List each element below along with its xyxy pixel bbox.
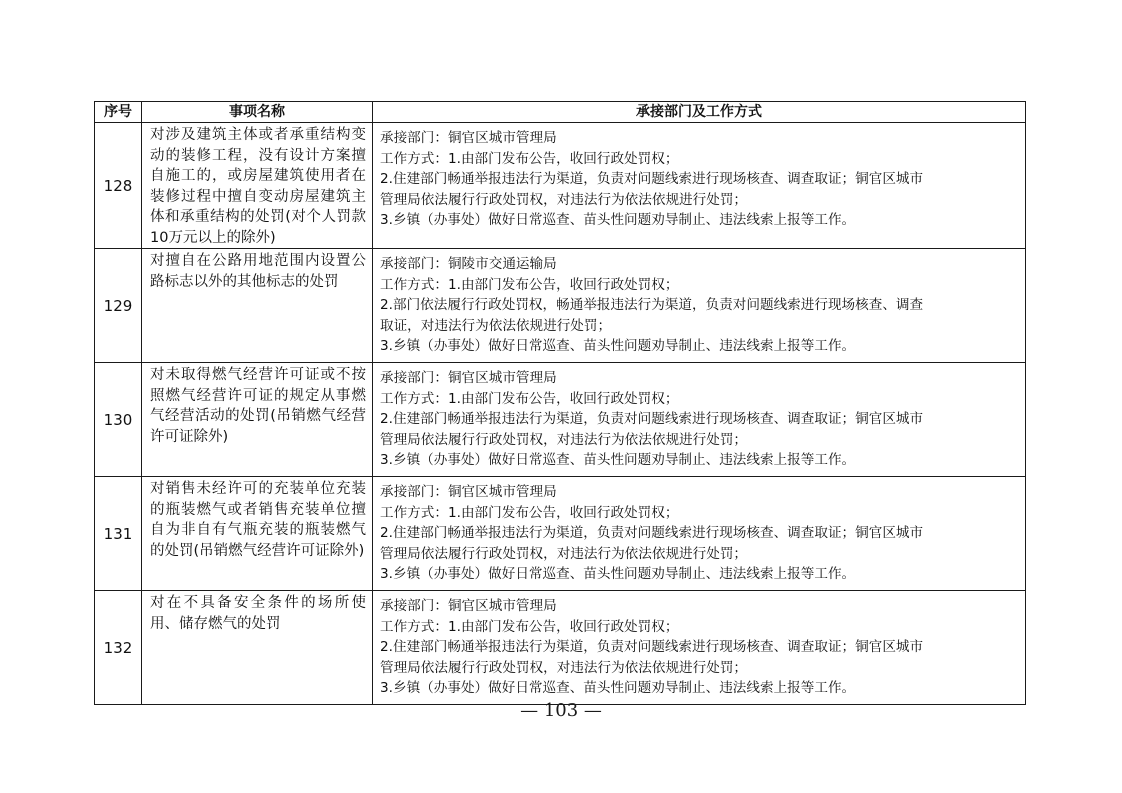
- department-method: [373, 363, 1026, 477]
- department-method: [373, 477, 1026, 591]
- page-number: — 103 —: [520, 700, 602, 721]
- table-row: [95, 591, 1026, 705]
- work-method-line: 3.乡镇（办事处）做好日常巡查、苗头性问题劝导制止、违法线索上报等工作。: [380, 452, 856, 468]
- work-method-line: 2.住建部门畅通举报违法行为渠道，负责对问题线索进行现场核查、调查取证；铜官区城市: [380, 639, 924, 655]
- serial-number: 130: [95, 363, 142, 477]
- matter-name: 对在不具备安全条件的场所使用、储存燃气的处罚: [142, 591, 373, 705]
- work-method-line: 取证，对违法行为依法依规进行处罚；: [380, 317, 612, 334]
- department-method: [373, 123, 1026, 249]
- work-method-line: 工作方式：1.由部门发布公告，收回行政处罚权；: [380, 618, 679, 635]
- work-method-line: 管理局依法履行行政处罚权，对违法行为依法依规进行处罚；: [380, 659, 748, 676]
- table-header-row: [95, 102, 1026, 123]
- table-row: [95, 249, 1026, 363]
- table-row: [95, 477, 1026, 591]
- matter-name: 对涉及建筑主体或者承重结构变动的装修工程，没有设计方案擅自施工的，或房屋建筑使用者在装修过程中擅自变动房屋建筑主体和承重结构的处罚(对个人罚款10万元以上的除外): [142, 123, 373, 249]
- work-method-line: 工作方式：1.由部门发布公告，收回行政处罚权；: [380, 504, 679, 521]
- header-serial-number: 序号: [95, 102, 142, 123]
- work-method-line: 2.住建部门畅通举报违法行为渠道，负责对问题线索进行现场核查、调查取证；铜官区城市: [380, 525, 924, 541]
- work-method-line: 工作方式：1.由部门发布公告，收回行政处罚权；: [380, 150, 679, 167]
- work-method-line: 2.部门依法履行行政处罚权，畅通举报违法行为渠道，负责对问题线索进行现场核查、调查: [380, 297, 924, 313]
- department-line: 承接部门：铜官区城市管理局: [380, 484, 557, 500]
- table-row: [95, 363, 1026, 477]
- work-method-line: 3.乡镇（办事处）做好日常巡查、苗头性问题劝导制止、违法线索上报等工作。: [380, 680, 856, 696]
- serial-number: 131: [95, 477, 142, 591]
- work-method-line: 工作方式：1.由部门发布公告，收回行政处罚权；: [380, 276, 679, 293]
- department-line: 承接部门：铜官区城市管理局: [380, 598, 557, 614]
- work-method-line: 管理局依法履行行政处罚权，对违法行为依法依规进行处罚；: [380, 431, 748, 448]
- header-department-method: 承接部门及工作方式: [373, 102, 1026, 123]
- department-line: 承接部门：铜官区城市管理局: [380, 370, 557, 386]
- table-row: [95, 123, 1026, 249]
- serial-number: 129: [95, 249, 142, 363]
- matters-table: [94, 101, 1026, 705]
- work-method-line: 2.住建部门畅通举报违法行为渠道，负责对问题线索进行现场核查、调查取证；铜官区城市: [380, 171, 924, 187]
- matter-name: 对未取得燃气经营许可证或不按照燃气经营许可证的规定从事燃气经营活动的处罚(吊销燃气经营许可证除外): [142, 363, 373, 477]
- matter-name: 对销售未经许可的充装单位充装的瓶装燃气或者销售充装单位擅自为非自有气瓶充装的瓶装燃气的处罚(吊销燃气经营许可证除外): [142, 477, 373, 591]
- work-method-line: 3.乡镇（办事处）做好日常巡查、苗头性问题劝导制止、违法线索上报等工作。: [380, 566, 856, 582]
- work-method-line: 管理局依法履行行政处罚权，对违法行为依法依规进行处罚；: [380, 191, 748, 208]
- matter-name: 对擅自在公路用地范围内设置公路标志以外的其他标志的处罚: [142, 249, 373, 363]
- work-method-line: 工作方式：1.由部门发布公告，收回行政处罚权；: [380, 390, 679, 407]
- department-line: 承接部门：铜官区城市管理局: [380, 130, 557, 146]
- work-method-line: 3.乡镇（办事处）做好日常巡查、苗头性问题劝导制止、违法线索上报等工作。: [380, 338, 856, 354]
- work-method-line: 2.住建部门畅通举报违法行为渠道，负责对问题线索进行现场核查、调查取证；铜官区城市: [380, 411, 924, 427]
- work-method-line: 3.乡镇（办事处）做好日常巡查、苗头性问题劝导制止、违法线索上报等工作。: [380, 212, 856, 228]
- department-method: [373, 591, 1026, 705]
- header-matter-name: 事项名称: [142, 102, 373, 123]
- department-line: 承接部门：铜陵市交通运输局: [380, 256, 557, 272]
- department-method: [373, 249, 1026, 363]
- serial-number: 128: [95, 123, 142, 249]
- work-method-line: 管理局依法履行行政处罚权，对违法行为依法依规进行处罚；: [380, 545, 748, 562]
- serial-number: 132: [95, 591, 142, 705]
